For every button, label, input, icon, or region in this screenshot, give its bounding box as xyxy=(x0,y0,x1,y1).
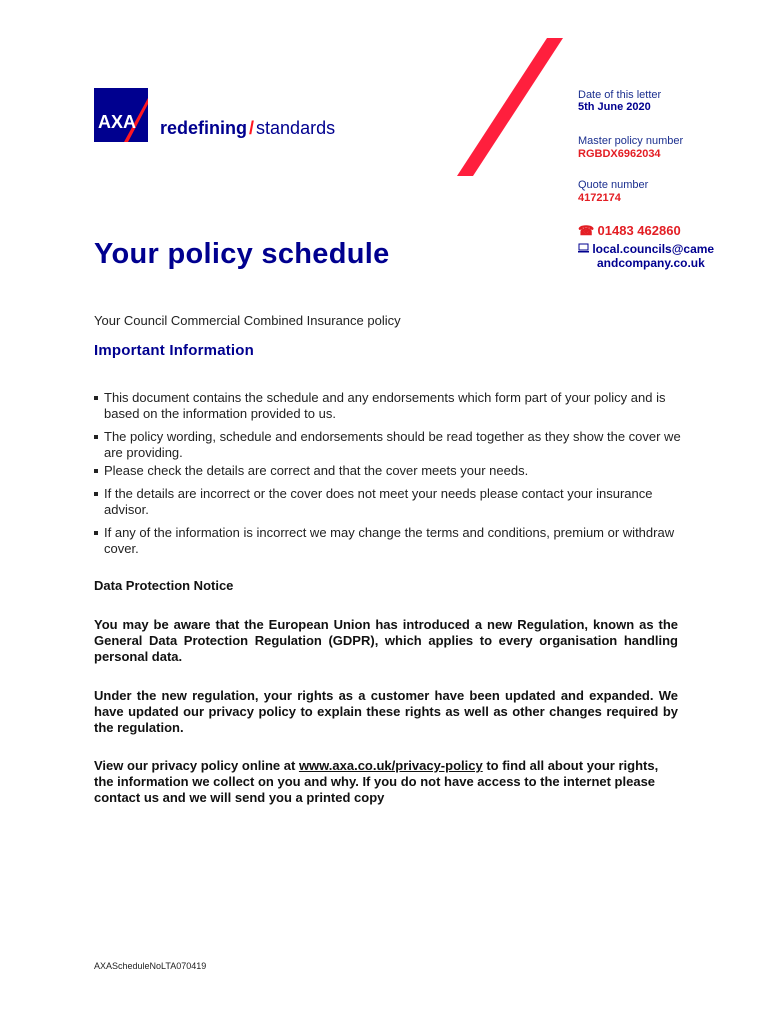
page-title: Your policy schedule xyxy=(94,238,390,270)
tagline-light: standards xyxy=(256,118,336,138)
quote-value: 4172174 xyxy=(578,192,621,204)
master-policy-label: Master policy number xyxy=(578,135,684,147)
important-heading: Important Information xyxy=(94,342,255,359)
footer-code: AXAScheduleNoLTA070419 xyxy=(94,961,207,971)
list-item: The policy wording, schedule and endorsements should be read together as they show the cover we are providing. xyxy=(94,429,694,461)
gdpr-paragraph-1: You may be aware that the European Union has introduced a new Regulation, known as the General Data Protection Regulation (GDPR), which applies to every organisation handling personal data. xyxy=(94,617,678,664)
axa-logo xyxy=(94,88,148,142)
privacy-policy-link[interactable]: www.axa.co.uk/privacy-policy xyxy=(298,758,483,773)
list-item: If any of the information is incorrect we may change the terms and conditions, premium or withdraw cover. xyxy=(94,525,694,557)
email-line-1[interactable]: local.councils@came xyxy=(592,242,715,256)
master-policy-value: RGBDX6962034 xyxy=(578,148,661,160)
phone-icon: ☎ xyxy=(578,223,595,238)
data-protection-heading: Data Protection Notice xyxy=(94,578,234,593)
quote-label: Quote number xyxy=(578,179,649,191)
tagline-bold: redefining xyxy=(160,118,248,138)
email-line xyxy=(578,242,714,256)
list-item: This document contains the schedule and any endorsements which form part of your policy and is based on the information provided to us. xyxy=(94,390,694,422)
privacy-text-after: to find all about your rights, the information we collect on you and why. If you do not have access to the internet please contact us and we will send you a printed copy xyxy=(94,758,659,805)
list-item: Please check the details are correct and that the cover meets your needs. xyxy=(94,463,694,479)
tagline-slash: / xyxy=(249,118,255,138)
phone-number: 01483 462860 xyxy=(597,223,681,238)
red-diagonal-stripe xyxy=(455,38,565,178)
axa-logo-text: AXA xyxy=(98,112,137,132)
gdpr-paragraph-3 xyxy=(94,758,678,806)
gdpr-paragraph-2: Under the new regulation, your rights as a customer have been updated and expanded. We have updated our privacy policy to explain these rights as well as other changes required by the regulation. xyxy=(94,688,678,735)
email-line-2[interactable]: andcompany.co.uk xyxy=(597,256,705,270)
brand-tagline xyxy=(160,117,335,139)
date-value: 5th June 2020 xyxy=(578,101,651,113)
policy-subtitle: Your Council Commercial Combined Insurance policy xyxy=(94,313,401,328)
computer-icon xyxy=(578,242,592,256)
privacy-text-before: View our privacy policy online at xyxy=(94,758,299,773)
phone-line xyxy=(578,224,681,238)
important-list xyxy=(94,390,694,564)
list-item: If the details are incorrect or the cover does not meet your needs please contact your insurance advisor. xyxy=(94,486,694,518)
date-label: Date of this letter xyxy=(578,89,662,101)
